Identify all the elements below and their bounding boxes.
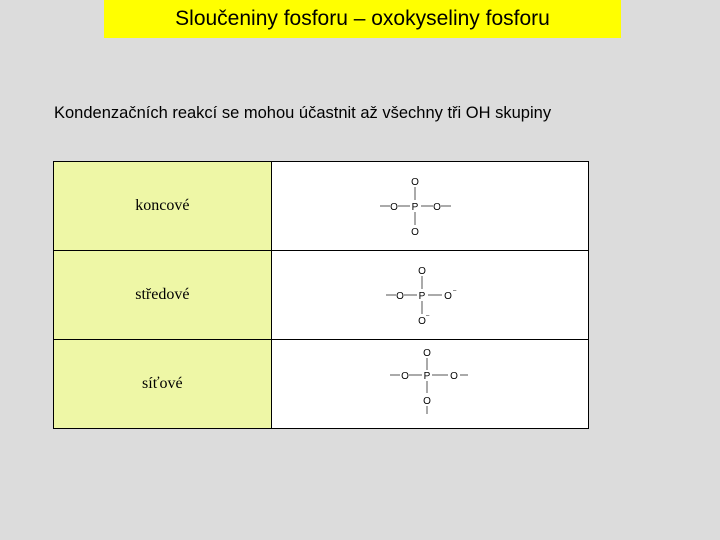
structure-middle [272,251,589,340]
table-row-koncove [54,162,589,251]
row-label-stredove: středové [54,251,272,340]
atom-o-bottom: O [422,396,431,407]
atom-o-top: O [417,266,426,277]
formula-cell-koncove [271,162,588,251]
formula-cell-stredove [271,251,588,340]
atom-o-left: O [389,202,398,213]
slide-subtitle: Kondenzačních reakcí se mohou účastnit až všechny tři OH skupiny [54,104,552,122]
atom-o-right: O [432,202,441,213]
phosphate-table [53,161,589,429]
charge-right: – [452,288,456,294]
slide-title: Sloučeniny fosforu – oxokyseliny fosforu [175,7,550,30]
charge-bottom: – [425,313,429,319]
atom-o-bottom: O [410,227,419,238]
atom-o-right: O [449,371,458,382]
atom-o-top: O [410,177,419,188]
atom-o-right: O [443,291,452,302]
atom-o-left: O [400,371,409,382]
atom-o-left: O [395,291,404,302]
atom-p: P [418,291,425,302]
atom-p: P [411,202,418,213]
atom-p: P [423,371,430,382]
row-label-koncove: koncové [54,162,272,251]
formula-cell-sitove [271,340,588,429]
structure-network [272,340,589,429]
atom-o-bottom: O [417,316,426,327]
row-label-sitove: síťové [54,340,272,429]
structure-terminal [272,162,589,251]
table-row-sitove [54,340,589,429]
table-row-stredove [54,251,589,340]
atom-o-top: O [422,348,431,359]
slide-title-box [104,0,621,38]
